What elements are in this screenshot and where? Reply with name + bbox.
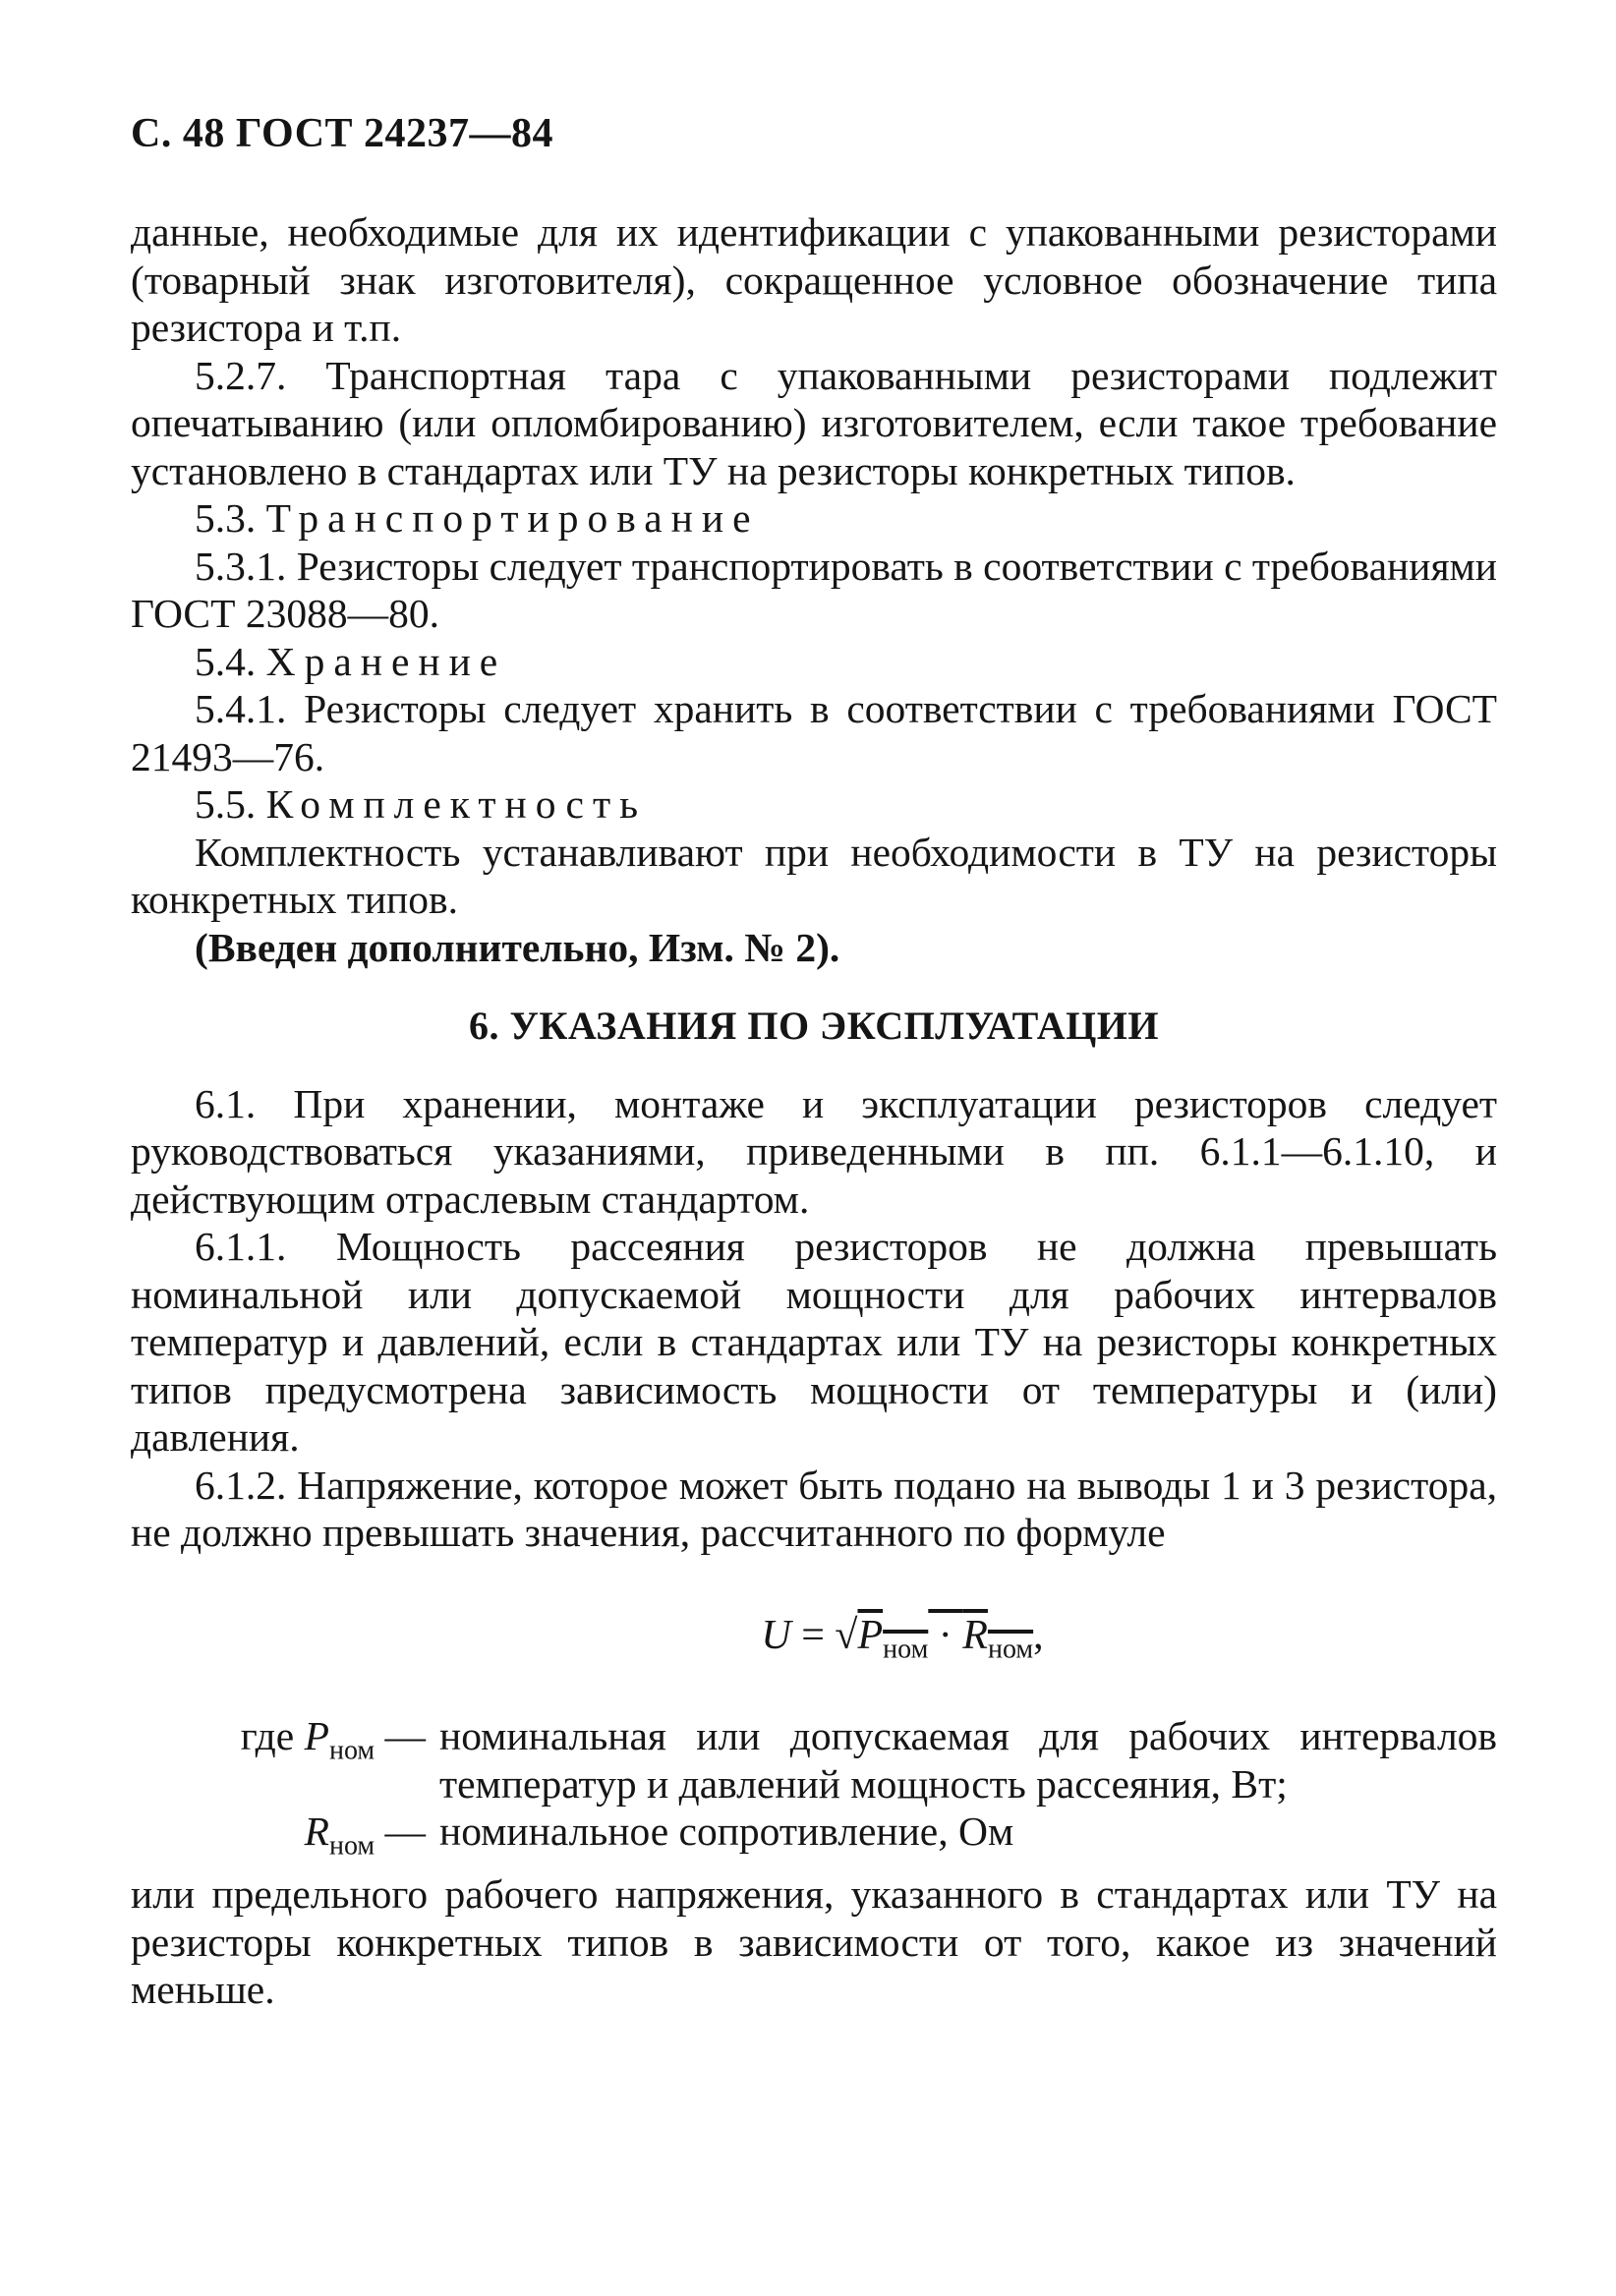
heading-5-4-number: 5.4.: [195, 638, 257, 684]
formula-dot: ·: [928, 1612, 963, 1658]
paragraph-6-1-2: 6.1.2. Напряжение, которое может быть подано на выводы 1 и 3 резистора, не должно превышать значения, рассчитанного по формуле: [131, 1462, 1497, 1555]
legend-p-description: номинальная или допускаемая для рабочих интервалов температур и давлений мощность рассеяния, Вт;: [439, 1713, 1497, 1807]
legend-label-r: [131, 1808, 439, 1870]
legend-r-description: номинальное сопротивление, Ом: [439, 1808, 1014, 1855]
heading-5-4-title: Хранение: [265, 638, 507, 684]
paragraph-5-5: Комплектность устанавливают при необходимости в ТУ на резисторы конкретных типов.: [131, 829, 1497, 922]
document-body: [131, 208, 1497, 2014]
paragraph-5-3-1: 5.3.1. Резисторы следует транспортировать в соответствии с требованиями ГОСТ 23088—80.: [131, 543, 1497, 636]
section-6-title: 6. УКАЗАНИЯ ПО ЭКСПЛУАТАЦИИ: [468, 1004, 1160, 1048]
heading-5-3: [131, 494, 1497, 543]
heading-5-3-title: Транспортирование: [265, 495, 760, 541]
heading-5-4: [131, 638, 1497, 686]
formula-eq-root: = √: [790, 1612, 858, 1658]
heading-5-3-number: 5.3.: [195, 495, 257, 541]
formula-r-sub: ном: [987, 1633, 1034, 1664]
legend-p-sub: ном: [328, 1735, 375, 1766]
formula-p-sub: ном: [883, 1633, 929, 1664]
paragraph-6-1-1: 6.1.1. Мощность рассеяния резисторов не должна превышать номинальной или допускаемой мощности для рабочих интервалов температур и давлений, если в стандартах или ТУ на резисторы конкретных типов предусмотрена зависимость мощности от температуры и (или) давления.: [131, 1224, 1497, 1460]
formula-tail: ,: [1033, 1612, 1044, 1658]
formula-r: R: [962, 1612, 988, 1658]
paragraph-continuation: данные, необходимые для их идентификации с упакованными резисторами (товарный знак изготовителя), сокращенное условное обозначение типа резистора и т.п.: [131, 209, 1497, 350]
legend-row-p: [131, 1712, 1497, 1808]
heading-5-5: [131, 780, 1497, 829]
legend-r-symbol: R: [304, 1808, 329, 1855]
legend-lead: где: [240, 1713, 295, 1759]
paragraph-5-2-7: 5.2.7. Транспортная тара с упакованными резисторами подлежит опечатыванию (или опломбированию) изготовителем, если такое требование установлено в стандартах или ТУ на резисторы конкретных типов.: [131, 352, 1497, 493]
voltage-formula: [131, 1612, 1497, 1674]
legend-dash: —: [384, 1713, 426, 1759]
legend-row-r: [131, 1808, 1497, 1870]
formula-p: P: [857, 1612, 884, 1658]
page-header: С. 48 ГОСТ 24237—84: [131, 111, 554, 156]
legend-p-symbol: P: [304, 1713, 329, 1759]
legend-label-p: [131, 1712, 439, 1808]
heading-5-5-title: Комплектность: [265, 781, 648, 827]
formula-legend: [131, 1712, 1497, 1870]
closing-paragraph: или предельного рабочего напряжения, указанного в стандартах или ТУ на резисторы конкретных типов в зависимости от того, какое из значений меньше.: [131, 1871, 1497, 2013]
legend-dash: —: [384, 1808, 426, 1855]
heading-5-5-number: 5.5.: [195, 781, 257, 827]
paragraph-5-4-1: 5.4.1. Резисторы следует хранить в соответствии с требованиями ГОСТ 21493—76.: [131, 686, 1497, 779]
legend-r-sub: ном: [328, 1830, 375, 1862]
formula-lhs: U: [761, 1612, 791, 1658]
formula-radicand: [857, 1612, 1034, 1664]
amendment-note: (Введен дополнительно, Изм. № 2).: [195, 924, 840, 970]
paragraph-6-1: 6.1. При хранении, монтаже и эксплуатации резисторов следует руководствоваться указаниями, приведенными в пп. 6.1.1—6.1.10, и действующим отраслевым стандартом.: [131, 1080, 1497, 1222]
